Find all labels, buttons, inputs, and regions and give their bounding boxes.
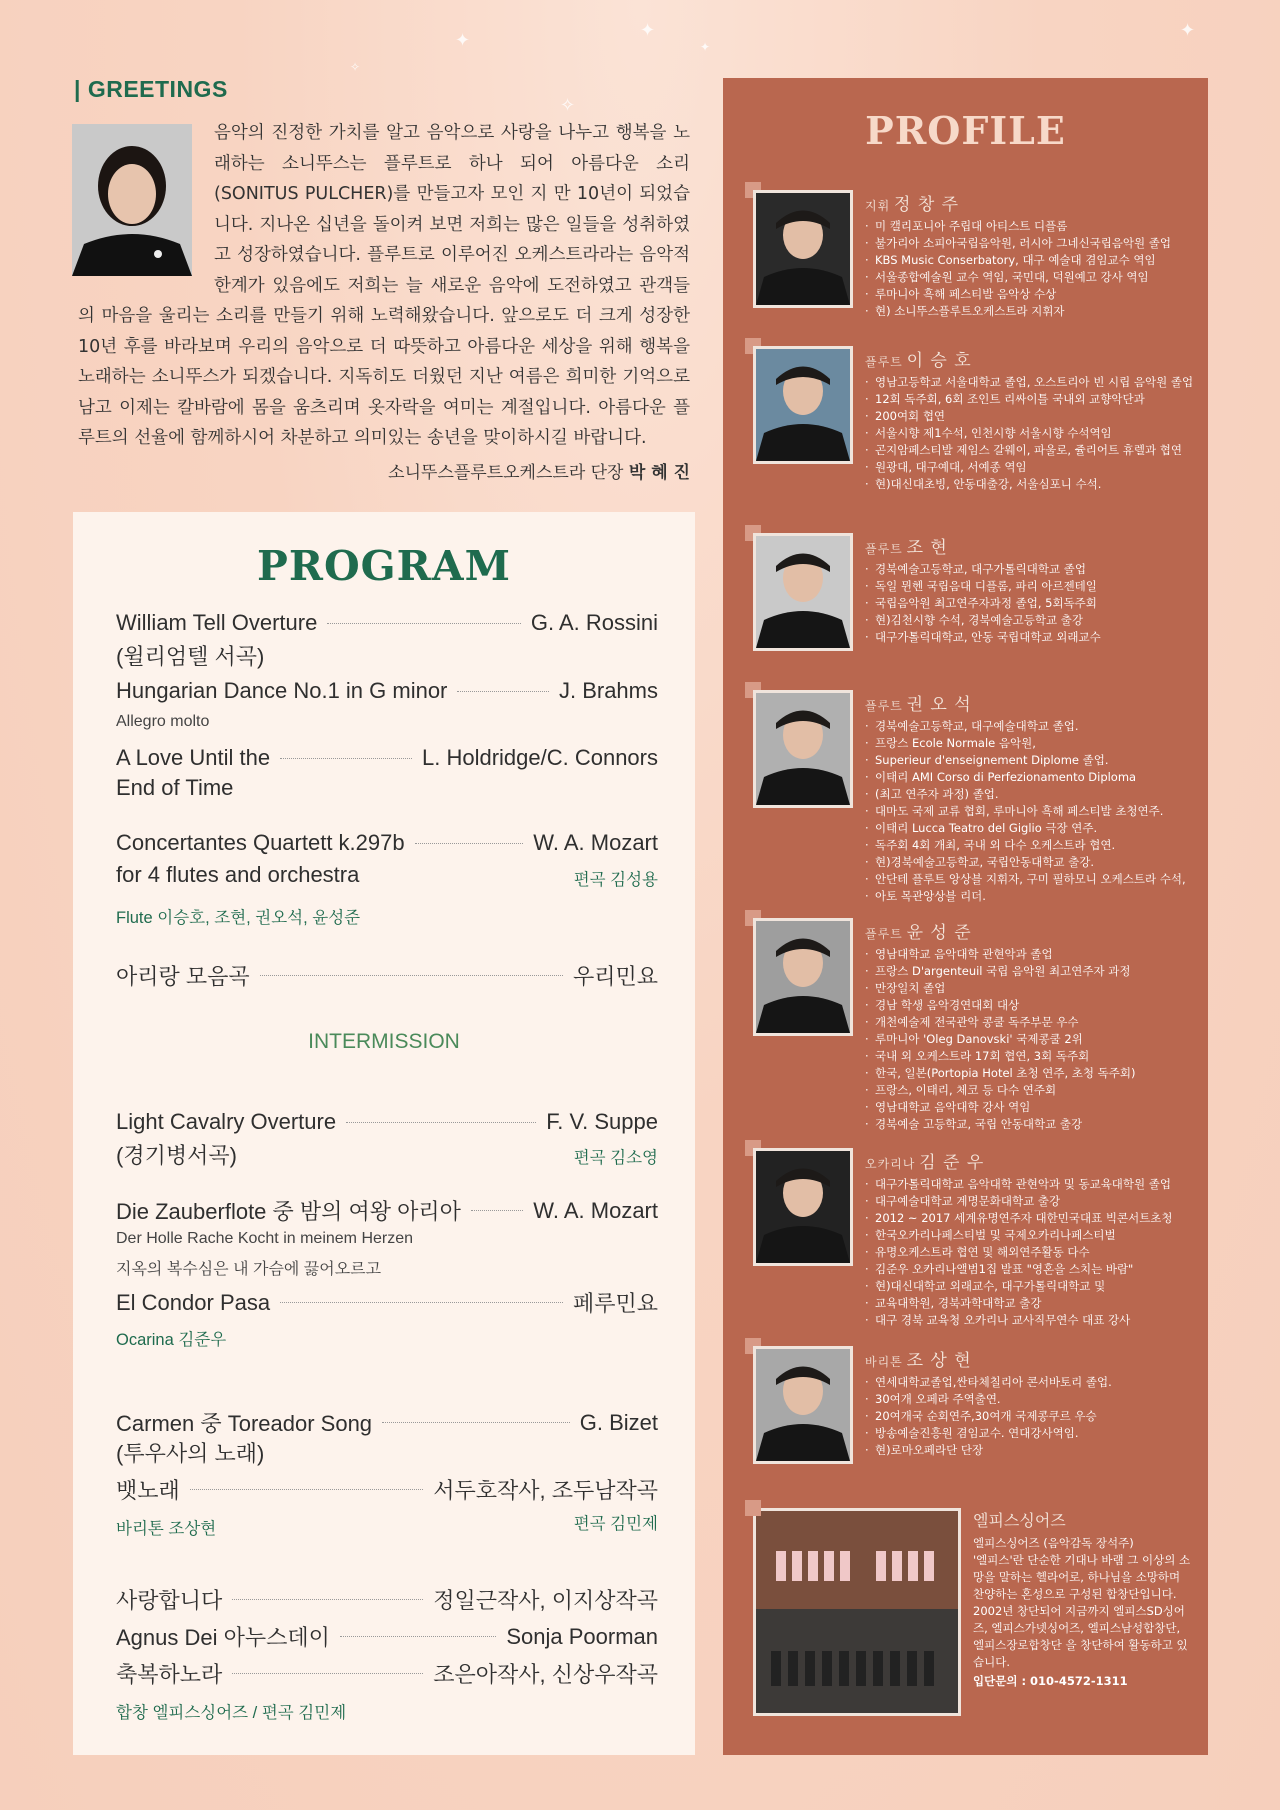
profile-line: · 한국오카리나페스티벌 및 국제오카리나페스티벌 xyxy=(865,1227,1195,1244)
profile-name-line xyxy=(865,690,1195,715)
program-title: PROGRAM xyxy=(257,542,511,590)
composer: G. A. Rossini xyxy=(530,610,658,635)
profile-role: 오카리나 xyxy=(865,1157,916,1171)
sparkle-icon: ✦ xyxy=(1180,20,1196,41)
profile-photo xyxy=(753,533,853,651)
profile-line: · 경북예술고등학교, 대구가톨릭대학교 졸업 xyxy=(865,561,1195,578)
corner-decoration xyxy=(745,1500,761,1516)
profile-line: · 200여회 협연 xyxy=(865,408,1195,425)
profile-info xyxy=(865,533,1195,646)
arranger: 편곡 김소영 xyxy=(573,1149,658,1167)
profile-name: 권 오 석 xyxy=(906,695,972,715)
profile-line: · 대구가톨릭대학교 음악대학 관현악과 및 동교육대학원 졸업 xyxy=(865,1176,1195,1193)
profile-photo xyxy=(753,690,853,808)
program-item xyxy=(116,610,658,636)
profile-line: · 아토 목관앙상블 리더. xyxy=(865,888,1195,905)
program-item xyxy=(116,1109,658,1135)
sparkle-icon: ✧ xyxy=(350,60,361,74)
composer: 서두호작사, 조두남작곡 xyxy=(433,1478,658,1503)
profile-info xyxy=(865,690,1195,905)
piece-subtitle: (경기병서곡) xyxy=(116,1143,237,1168)
profile-line: · 현)경북예술고등학교, 국립안동대학교 출강. xyxy=(865,854,1195,871)
composer: W. A. Mozart xyxy=(533,1197,658,1223)
profile-role: 플루트 xyxy=(865,542,903,556)
performers: Flute 이승호, 조현, 권오석, 윤성준 xyxy=(116,909,361,927)
profile-line: · 대구가톨릭대학교, 안동 국립대학교 외래교수 xyxy=(865,629,1195,646)
profile-line: · 현)로마오페라단 단장 xyxy=(865,1442,1195,1459)
choir-line: 엘피스싱어즈 (음악감독 장석주) xyxy=(973,1536,1134,1550)
piece-title-line2: End of Time xyxy=(116,775,234,800)
profile-line: · 20여개국 순회연주,30여개 국제콩쿠르 우승 xyxy=(865,1408,1195,1425)
profile-photo xyxy=(753,918,853,1036)
profile-line: · 2012 ~ 2017 세계유명연주자 대한민국대표 빅콘서트초청 xyxy=(865,1210,1195,1227)
piece-title: William Tell Overture xyxy=(116,610,318,635)
piece-title: Die Zauberflote 중 밤의 여왕 아리아 xyxy=(116,1199,461,1224)
composer: 우리민요 xyxy=(572,964,658,989)
profile-line: · 독주회 4회 개최, 국내 외 다수 오케스트라 협연. xyxy=(865,837,1195,854)
sparkle-icon: ✦ xyxy=(640,20,656,41)
composer: L. Holdridge/C. Connors xyxy=(421,745,658,770)
profile-lines xyxy=(865,1176,1195,1329)
profile-line: · 30여개 오페라 주역출연. xyxy=(865,1391,1195,1408)
composer: J. Brahms xyxy=(558,678,658,703)
program-item xyxy=(116,1621,658,1652)
profile-title: PROFILE xyxy=(865,108,1066,153)
composer: 정일근작사, 이지상작곡 xyxy=(433,1588,658,1613)
piece-title: 사랑합니다 xyxy=(116,1588,223,1613)
profile-line: · 연세대학교졸업,싼타체칠리아 콘서바토리 졸업. xyxy=(865,1374,1195,1391)
program-item xyxy=(116,1474,658,1505)
piece-title: El Condor Pasa xyxy=(116,1289,271,1315)
profile-line: · 교육대학원, 경북과학대학교 출강 xyxy=(865,1295,1195,1312)
profile-lines xyxy=(865,374,1195,493)
program-item xyxy=(116,1287,658,1318)
profile-line: · 서울종합예술원 교수 역임, 국민대, 덕원예고 강사 역임 xyxy=(865,269,1195,286)
profile-name-line xyxy=(865,346,1195,371)
piece-title: Hungarian Dance No.1 in G minor xyxy=(116,678,448,703)
piece-title: Concertantes Quartett k.297b xyxy=(116,830,405,855)
program-item xyxy=(116,830,658,856)
profile-line: · 이태리 Lucca Teatro del Giglio 극장 연주. xyxy=(865,820,1195,837)
profile-line: · 현)대신대초빙, 안동대출강, 서울심포니 수석. xyxy=(865,476,1195,493)
piece-title: 축복하노라 xyxy=(116,1662,223,1687)
choir-photo xyxy=(753,1508,961,1716)
profile-photo xyxy=(753,346,853,464)
piece-title-line2: for 4 flutes and orchestra xyxy=(116,862,360,887)
piece-title: 아리랑 모음곡 xyxy=(116,964,250,989)
profile-line: · 만장일치 졸업 xyxy=(865,980,1195,997)
program-item xyxy=(116,1658,658,1689)
profile-name-line xyxy=(865,190,1195,215)
profile-line: · 독일 뮌헨 국립음대 디플롬, 파리 아르젠테일 xyxy=(865,578,1195,595)
profile-name: 이 승 호 xyxy=(906,351,972,371)
profile-lines xyxy=(865,1374,1195,1459)
profile-name-line xyxy=(865,1148,1195,1173)
profile-line: · 안단테 플루트 앙상블 지휘자, 구미 필하모니 오케스트라 수석, xyxy=(865,871,1195,888)
profile-role: 지휘 xyxy=(865,199,891,213)
profile-line: · 프랑스 D'argenteuil 국립 음악원 최고연주자 과정 xyxy=(865,963,1195,980)
profile-line: · 유명오케스트라 협연 및 해외연주활동 다수 xyxy=(865,1244,1195,1261)
profile-line: · 이태리 AMI Corso di Perfezionamento Diploma xyxy=(865,769,1195,786)
profile-name: 윤 성 준 xyxy=(906,923,972,943)
profile-info xyxy=(865,190,1195,320)
profile-photo xyxy=(753,190,853,308)
piece-subtitle: Allegro molto xyxy=(116,713,210,730)
profile-name-line xyxy=(865,533,1195,558)
choir-name: 엘피스싱어즈 xyxy=(973,1511,1066,1530)
profile-name-line xyxy=(865,918,1195,943)
profile-line: · 프랑스, 이태리, 체코 등 다수 연주회 xyxy=(865,1082,1195,1099)
program-item xyxy=(116,745,658,771)
choir-info xyxy=(973,1508,1193,1690)
profile-line: · 루마니아 'Oleg Danovski' 국제콩쿨 2위 xyxy=(865,1031,1195,1048)
profile-name: 조 상 현 xyxy=(906,1351,972,1371)
performers: 바리톤 조상현 xyxy=(116,1520,217,1538)
arranger: 편곡 김성용 xyxy=(573,871,658,889)
piece-subtitle: Der Holle Rache Kocht in meinem Herzen xyxy=(116,1230,414,1247)
profile-line: · 루마니아 흑해 페스티발 음악상 수상 xyxy=(865,286,1195,303)
profile-line: · 프랑스 Ecole Normale 음악원, xyxy=(865,735,1195,752)
piece-title: 뱃노래 xyxy=(116,1478,180,1503)
profile-line: · 현)김천시향 수석, 경북예술고등학교 출강 xyxy=(865,612,1195,629)
sparkle-icon: ✧ xyxy=(560,95,576,116)
piece-title: Agnus Dei 아누스데이 xyxy=(116,1625,330,1650)
greetings-body: 음악의 진정한 가치를 알고 음악으로 사랑을 나누고 행복을 노래하는 소니뚜스는 플루트로 하나 되어 아름다운 소리(SONITUS PULCHER)를 만들고자 모인 지 만 10년이 되었습니다. 지나온 십년을 돌이켜 보면 저희는 많은 일들을 성취하였고 성장하였습니다. 플루트로 이루어진 오케스트라라는 음악적 한계가 있음에도 저희는 늘 새로운 음악에 도전하였고 관객들의 마음을 울리는 소리를 만들기 위해 노력해왔습니다. 앞으로도 더 크게 성장한 10년 후를 바라보며 우리의 음악으로 더 따뜻하고 아름다운 세상을 위해 행복을 노래하는 소니뚜스가 되겠습니다. 지독히도 더웠던 지난 여름은 희미한 기억으로 남고 이제는 칼바람에 몸을 움츠리며 옷자락을 여미는 계절입니다. 아름다운 플루트의 선율에 함께하시어 차분하고 의미있는 송년을 맞이하시길 바랍니다. xyxy=(78,123,690,448)
piece-subtitle-korean: 지옥의 복수심은 내 가슴에 끓어오르고 xyxy=(116,1261,382,1278)
program-item xyxy=(116,678,658,704)
profile-photo xyxy=(753,1148,853,1266)
profile-line: · 대구예술대학교 계명문화대학교 출강 xyxy=(865,1193,1195,1210)
piece-subtitle: (투우사의 노래) xyxy=(116,1441,265,1466)
composer: G. Bizet xyxy=(579,1409,658,1435)
program-item xyxy=(116,1584,658,1615)
profile-line: · KBS Music Conserbatory, 대구 예술대 겸임교수 역임 xyxy=(865,252,1195,269)
profile-name: 조 현 xyxy=(906,538,948,558)
arranger: 편곡 김민제 xyxy=(573,1515,658,1533)
profile-line: · 원광대, 대구예대, 서예종 역임 xyxy=(865,459,1195,476)
sparkle-icon: ✦ xyxy=(455,30,471,51)
profile-line: · 김준우 오카리나앨범1집 발표 "영혼을 스치는 바람" xyxy=(865,1261,1195,1278)
composer: F. V. Suppe xyxy=(546,1109,658,1134)
greetings-signature xyxy=(388,458,690,483)
profile-line: · 서울시향 제1수석, 인천시향 서울시향 수석역임 xyxy=(865,425,1195,442)
choir-contact: 입단문의 : 010-4572-1311 xyxy=(973,1674,1128,1688)
profile-line: · 국내 외 오케스트라 17회 협연, 3회 독주회 xyxy=(865,1048,1195,1065)
profile-role: 플루트 xyxy=(865,355,903,369)
profile-name-line xyxy=(865,1346,1195,1371)
profile-line: · 영남대학교 음악대학 관현악과 졸업 xyxy=(865,946,1195,963)
piece-title: Carmen 중 Toreador Song xyxy=(116,1411,373,1436)
piece-title: A Love Until the xyxy=(116,745,271,770)
profile-lines xyxy=(865,718,1195,905)
profile-line: · 불가리아 소피아국립음악원, 러시아 그네신국립음악원 졸업 xyxy=(865,235,1195,252)
profile-line: · 경북예술고등학교, 대구예술대학교 졸업. xyxy=(865,718,1195,735)
choir-line: '엘피스'란 단순한 기대나 바램 그 이상의 소망을 말하는 헬라어로, 하나님을 소망하며 찬양하는 혼성으로 구성된 합창단입니다. xyxy=(973,1553,1191,1601)
profile-name: 김 준 우 xyxy=(919,1153,985,1173)
sparkle-icon: ✦ xyxy=(700,40,711,54)
intermission-label: INTERMISSION xyxy=(308,1030,460,1053)
choir-line: 2002년 창단되어 지금까지 엘피스SD싱어즈, 엘피스가넷싱어즈, 엘피스남성합창단, 엘피스장로합창단 을 창단하여 활동하고 있습니다. xyxy=(973,1604,1188,1669)
profile-info xyxy=(865,918,1195,1133)
composer: 페루민요 xyxy=(572,1291,658,1316)
profile-info xyxy=(865,1346,1195,1459)
profile-line: · 개천예술제 전국관악 콩쿨 독주부문 우수 xyxy=(865,1014,1195,1031)
signature-name: 박 혜 진 xyxy=(628,463,690,483)
profile-line: · 방송예술진흥원 겸임교수. 연대강사역임. xyxy=(865,1425,1195,1442)
program-item xyxy=(116,1195,658,1226)
greetings-heading: | GREETINGS xyxy=(74,76,228,102)
program-item xyxy=(116,960,658,991)
profile-line: · 경북예술 고등학교, 국립 안동대학교 출강 xyxy=(865,1116,1195,1133)
profile-line: · 한국, 일본(Portopia Hotel 초청 연주, 초청 독주회) xyxy=(865,1065,1195,1082)
program-panel xyxy=(73,512,695,1755)
signature-role: 소니뚜스플루트오케스트라 단장 xyxy=(388,463,624,483)
profile-info xyxy=(865,346,1195,493)
program-item xyxy=(116,1407,658,1438)
profile-line: · 영남대학교 음악대학 강사 역임 xyxy=(865,1099,1195,1116)
profile-role: 플루트 xyxy=(865,699,903,713)
profile-line: · Superieur d'enseignement Diplome 졸업. xyxy=(865,752,1195,769)
piece-subtitle: (윌리엄텔 서곡) xyxy=(116,644,265,669)
profile-name: 정 창 주 xyxy=(894,195,960,215)
profile-line: · 경남 학생 음악경연대회 대상 xyxy=(865,997,1195,1014)
profile-line: · 12회 독주회, 6회 조인트 리싸이틀 국내외 교향악단과 xyxy=(865,391,1195,408)
profile-photo xyxy=(753,1346,853,1464)
profile-line: · 미 캘리포니아 주립대 아티스트 디플롬 xyxy=(865,218,1195,235)
profile-role: 바리톤 xyxy=(865,1355,903,1369)
profile-line: · 현) 소니뚜스플루트오케스트라 지휘자 xyxy=(865,303,1195,320)
profile-lines xyxy=(865,946,1195,1133)
profile-info xyxy=(865,1148,1195,1329)
performers: 합창 엘피스싱어즈 / 편곡 김민제 xyxy=(116,1704,347,1722)
profile-line: · 국립음악원 최고연주자과정 졸업, 5회독주회 xyxy=(865,595,1195,612)
profile-line: · 현)대신대학교 외래교수, 대구가톨릭대학교 및 xyxy=(865,1278,1195,1295)
profile-lines xyxy=(865,218,1195,320)
composer: Sonja Poorman xyxy=(506,1623,658,1649)
profile-role: 플루트 xyxy=(865,927,903,941)
profile-line: · (최고 연주자 과정) 졸업. xyxy=(865,786,1195,803)
piece-title: Light Cavalry Overture xyxy=(116,1109,337,1134)
profile-line: · 곤지암페스티발 제임스 갈웨이, 파울로, 쥴리어트 휴렐과 협연 xyxy=(865,442,1195,459)
profile-lines xyxy=(865,561,1195,646)
composer: W. A. Mozart xyxy=(533,830,658,855)
profile-panel xyxy=(723,78,1208,1755)
profile-line: · 대구 경북 교육청 오카리나 교사직무연수 대표 강사 xyxy=(865,1312,1195,1329)
profile-line: · 영남고등학교 서울대학교 졸업, 오스트리아 빈 시립 음악원 졸업 xyxy=(865,374,1195,391)
profile-line: · 대마도 국제 교류 협회, 루마니아 흑해 페스티발 초청연주. xyxy=(865,803,1195,820)
composer: 조은아작사, 신상우작곡 xyxy=(433,1662,658,1687)
performers: Ocarina 김준우 xyxy=(116,1331,227,1349)
